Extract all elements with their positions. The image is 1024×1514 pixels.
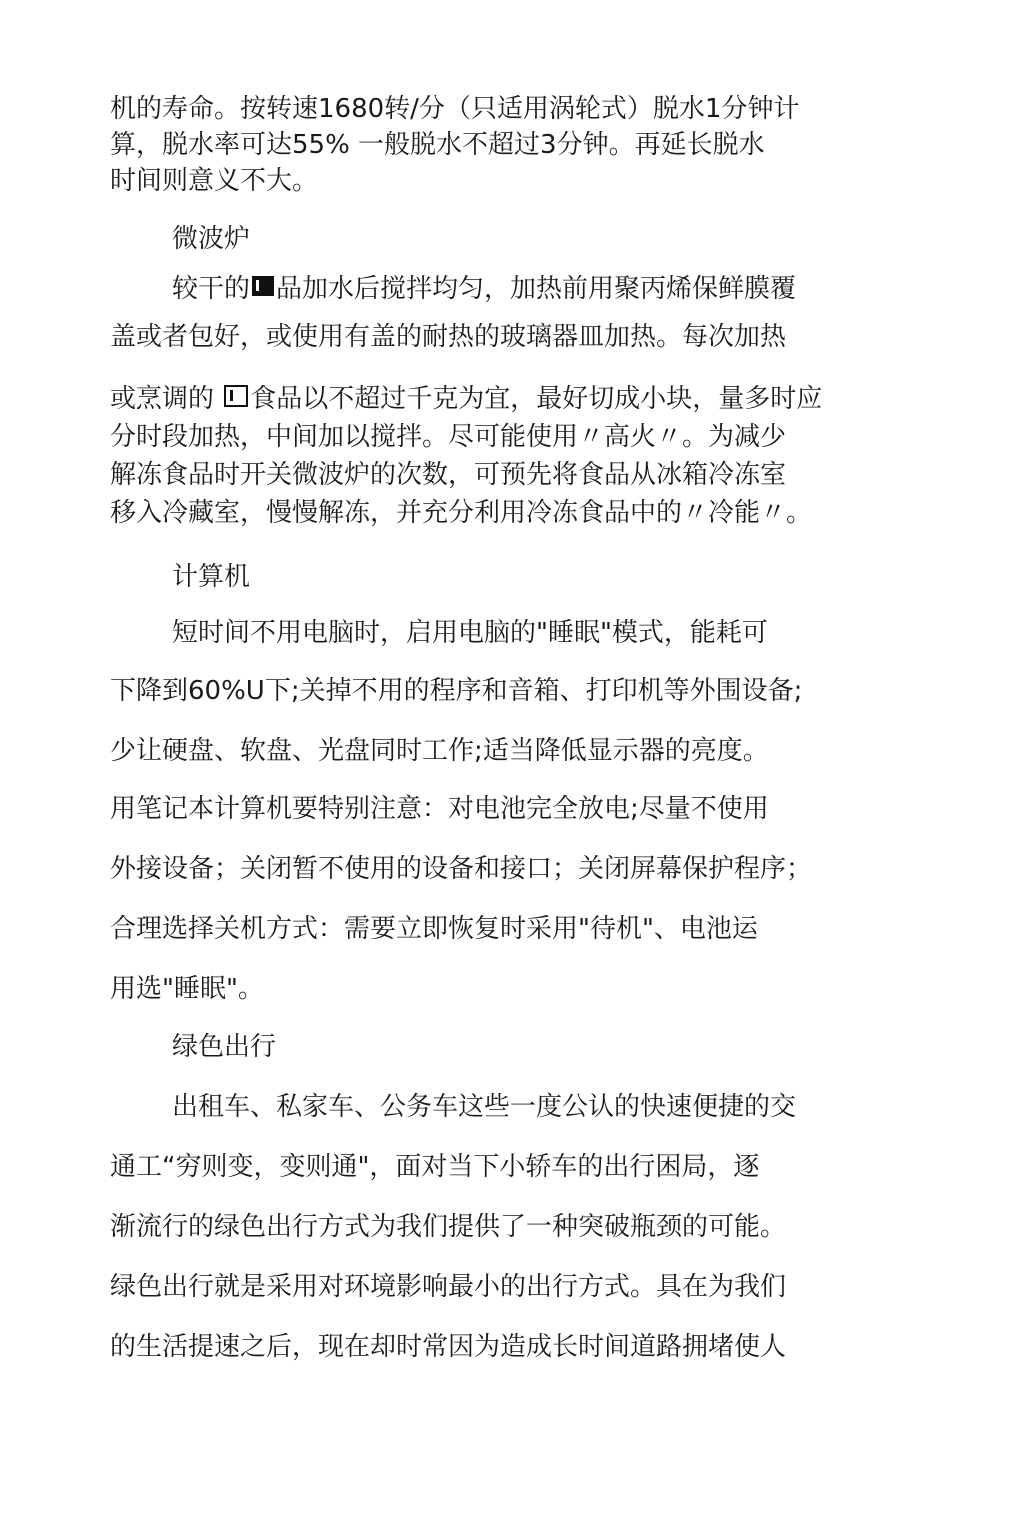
text-line-13: 下降到60%U下;关掉不用的程序和音箱、打印机等外围设备; <box>110 676 803 706</box>
text-line-2: 算，脱水率可达55% 一般脱水不超过3分钟。再延长脱水 <box>110 130 765 160</box>
text-line-21: 通工“穷则变，变则通"，面对当下小轿车的出行困局，逐 <box>110 1152 760 1182</box>
text-line-14: 少让硬盘、软盘、光盘同时工作;适当降低显示器的亮度。 <box>110 736 769 766</box>
text-line-7 <box>110 382 822 416</box>
text-line-8: 分时段加热，中间加以搅拌。尽可能使用〃高火〃。为减少 <box>110 422 787 452</box>
text-segment: 食品以不超过千克为宜，最好切成小块，量多时应 <box>250 384 823 414</box>
section-heading-microwave: 微波炉 <box>172 224 251 254</box>
section-heading-green-travel: 绿色出行 <box>172 1032 277 1062</box>
text-line-6: 盖或者包好，或使用有盖的耐热的玻璃器皿加热。每次加热 <box>110 322 787 352</box>
text-line-5 <box>172 272 796 306</box>
text-line-15: 用笔记本计算机要特别注意：对电池完全放电;尽量不使用 <box>110 794 769 824</box>
section-heading-computer: 计算机 <box>172 562 251 592</box>
text-line-1: 机的寿命。按转速1680转/分（只适用涡轮式）脱水1分钟计 <box>110 94 800 124</box>
text-line-3: 时间则意义不大。 <box>110 166 319 196</box>
text-segment: 品加水后搅拌均匀，加热前用聚丙烯保鲜膜覆 <box>276 274 797 304</box>
text-line-18: 用选"睡眠"。 <box>110 974 264 1004</box>
text-line-20: 出租车、私家车、公务车这些一度公认的快速便捷的交 <box>172 1092 797 1122</box>
text-line-23: 绿色出行就是采用对环境影响最小的出行方式。具在为我们 <box>110 1272 787 1302</box>
text-marker-icon <box>252 276 274 296</box>
text-line-10: 移入冷藏室，慢慢解冻，并充分利用冷冻食品中的〃冷能〃。 <box>110 498 813 528</box>
text-marker-icon <box>224 385 248 407</box>
text-line-24: 的生活提速之后，现在却时常因为造成长时间道路拥堵使人 <box>110 1332 787 1362</box>
text-line-12: 短时间不用电脑时，启用电脑的"睡眠"模式，能耗可 <box>172 618 768 648</box>
text-line-17: 合理选择关机方式：需要立即恢复时采用"待机"、电池运 <box>110 914 758 944</box>
text-segment: 较干的 <box>172 274 251 304</box>
text-line-22: 渐流行的绿色出行方式为我们提供了一种突破瓶颈的可能。 <box>110 1212 787 1242</box>
text-line-9: 解冻食品时开关微波炉的次数，可预先将食品从冰箱冷冻室 <box>110 460 787 490</box>
text-line-16: 外接设备；关闭暂不使用的设备和接口；关闭屏幕保护程序； <box>110 854 813 884</box>
text-segment: 或烹调的 <box>110 384 223 414</box>
